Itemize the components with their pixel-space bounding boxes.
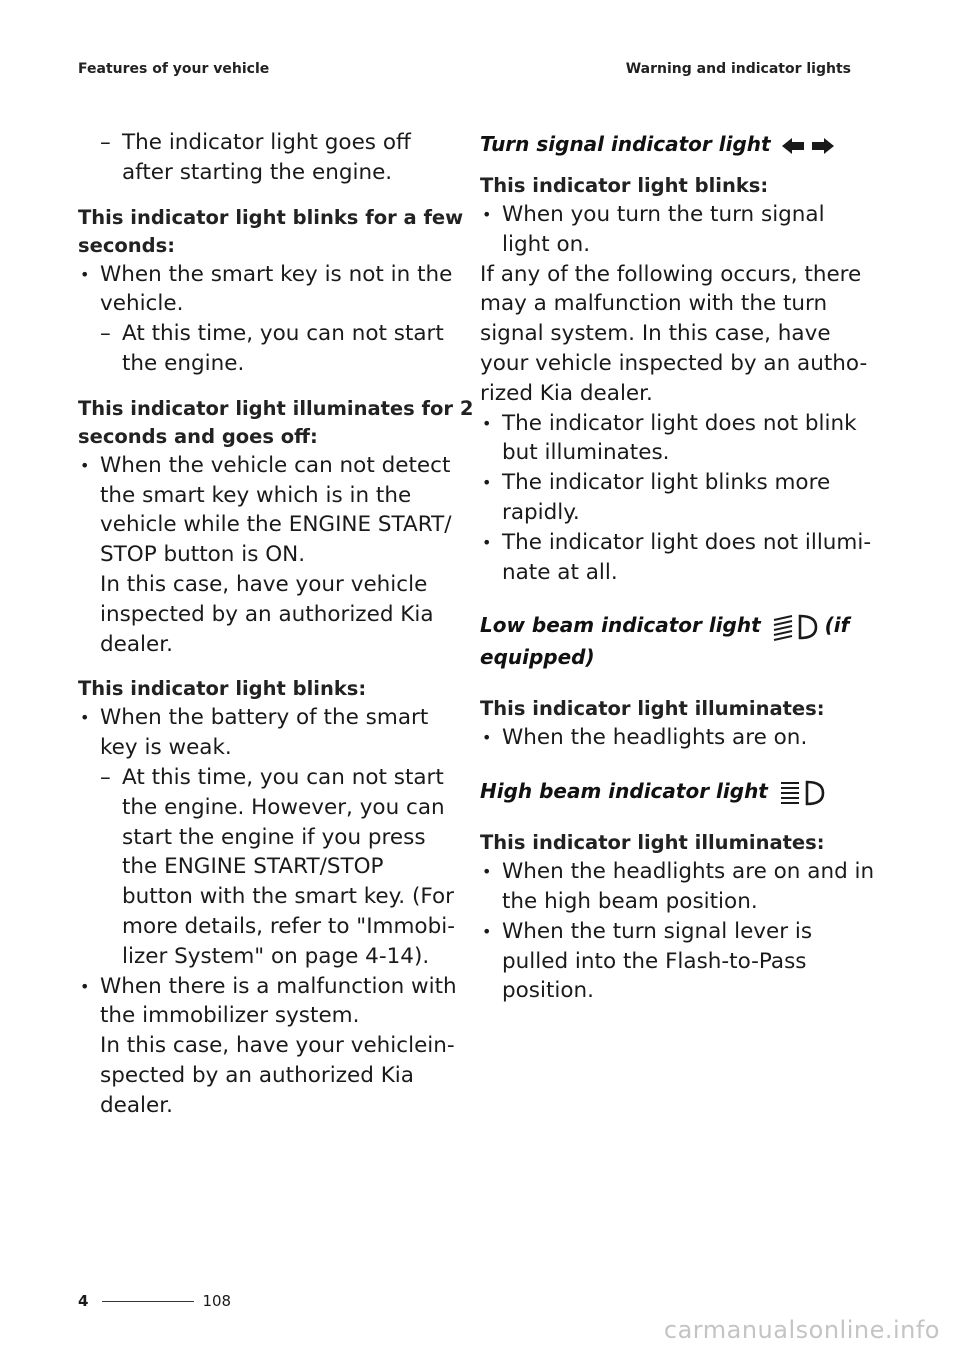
text-line: the smart key which is in the [100, 482, 412, 508]
text-line: STOP button is ON. [100, 542, 306, 568]
section-title-low-beam [480, 609, 850, 641]
text-line: nate at all. [502, 559, 618, 585]
text-line: spected by an authorized Kia [100, 1062, 414, 1088]
text-line: rapidly. [502, 499, 580, 525]
text-line: position. [502, 978, 594, 1004]
section-title-text: Low beam indicator light [480, 613, 761, 638]
bullet-item: • When the battery of the smart [78, 703, 450, 733]
text-line: lizer System" on page 4-14). [122, 943, 430, 969]
text-line: your vehicle inspected by an autho- [480, 350, 868, 376]
low-beam-icon [772, 613, 818, 641]
bullet-item: • When the smart key is not in the [78, 260, 450, 290]
bullet-item: • The indicator light does not blink [480, 409, 850, 439]
text-line: vehicle. [100, 291, 184, 317]
text-line: start the engine if you press [122, 824, 426, 850]
text-line: If any of the following occurs, there [480, 261, 862, 287]
subheading: seconds and goes off: [78, 424, 318, 448]
turn-signal-arrows-icon [782, 136, 834, 156]
text-line: the engine. However, you can [122, 794, 445, 820]
bullet-item: • When the turn signal lever is [480, 917, 850, 947]
header-chapter-title: Warning and indicator lights [625, 61, 851, 77]
text-line: In this case, have your vehicle [100, 571, 428, 597]
section-title-text: High beam indicator light [480, 779, 768, 804]
text-line: dealer. [100, 631, 173, 657]
text-line: light on. [502, 231, 591, 257]
dash-item: – At this time, you can not start [78, 319, 450, 349]
bullet-item: • When there is a malfunction with [78, 972, 450, 1002]
text-line: rized Kia dealer. [480, 380, 653, 406]
subheading: This indicator light illuminates: [480, 697, 825, 721]
text-line: vehicle while the ENGINE START/ [100, 512, 452, 538]
subheading: This indicator light illuminates: [480, 831, 825, 855]
subheading: This indicator light illuminates for 2 [78, 396, 474, 420]
text-line: inspected by an authorized Kia [100, 601, 434, 627]
header-section-title: Features of your vehicle [78, 61, 270, 77]
bullet-item: • When you turn the turn signal [480, 200, 850, 230]
chapter-number: 4 [78, 1292, 89, 1310]
bullet-item: • The indicator light does not illumi- [480, 528, 850, 558]
high-beam-icon [779, 779, 825, 807]
footer-rule [102, 1301, 194, 1302]
section-title-text: Turn signal indicator light [480, 132, 771, 156]
section-title-continued: equipped) [480, 645, 595, 670]
watermark: carmanualsonline.info [663, 1316, 940, 1344]
left-column [78, 128, 474, 1121]
text-line: more details, refer to "Immobi- [122, 913, 455, 939]
subheading: seconds: [78, 233, 176, 257]
text-line: after starting the engine. [122, 159, 393, 185]
subheading: This indicator light blinks for a few [78, 205, 464, 229]
text-line: the ENGINE START/STOP [122, 854, 384, 880]
text-line: key is weak. [100, 735, 232, 761]
text-line: may a malfunction with the turn [480, 291, 828, 317]
bullet-item: • When the vehicle can not detect [78, 451, 450, 481]
text-line: signal system. In this case, have [480, 321, 831, 347]
text-line: the high beam position. [502, 888, 758, 914]
bullet-item: • The indicator light blinks more [480, 468, 850, 498]
text-line: In this case, have your vehiclein- [100, 1033, 455, 1059]
right-column [480, 128, 875, 1006]
section-title-high-beam [480, 775, 850, 807]
subheading: This indicator light blinks: [480, 174, 769, 197]
text-line: dealer. [100, 1092, 173, 1118]
text-line: button with the smart key. (For [122, 884, 454, 910]
bullet-item: • When the headlights are on. [480, 723, 850, 753]
text-line: pulled into the Flash-to-Pass [502, 948, 807, 974]
bullet-item: • When the headlights are on and in [480, 857, 850, 887]
dash-item: – The indicator light goes off [78, 128, 450, 158]
text-line: the engine. [122, 350, 245, 376]
text-line: the immobilizer system. [100, 1003, 360, 1029]
dash-item: – At this time, you can not start [78, 763, 450, 793]
page-footer [78, 1292, 231, 1310]
section-title-turn-signal [480, 128, 850, 160]
text-line: but illuminates. [502, 440, 670, 466]
subheading: This indicator light blinks: [78, 677, 367, 701]
section-title-text: (if [824, 613, 850, 638]
page-number: 108 [202, 1292, 232, 1310]
